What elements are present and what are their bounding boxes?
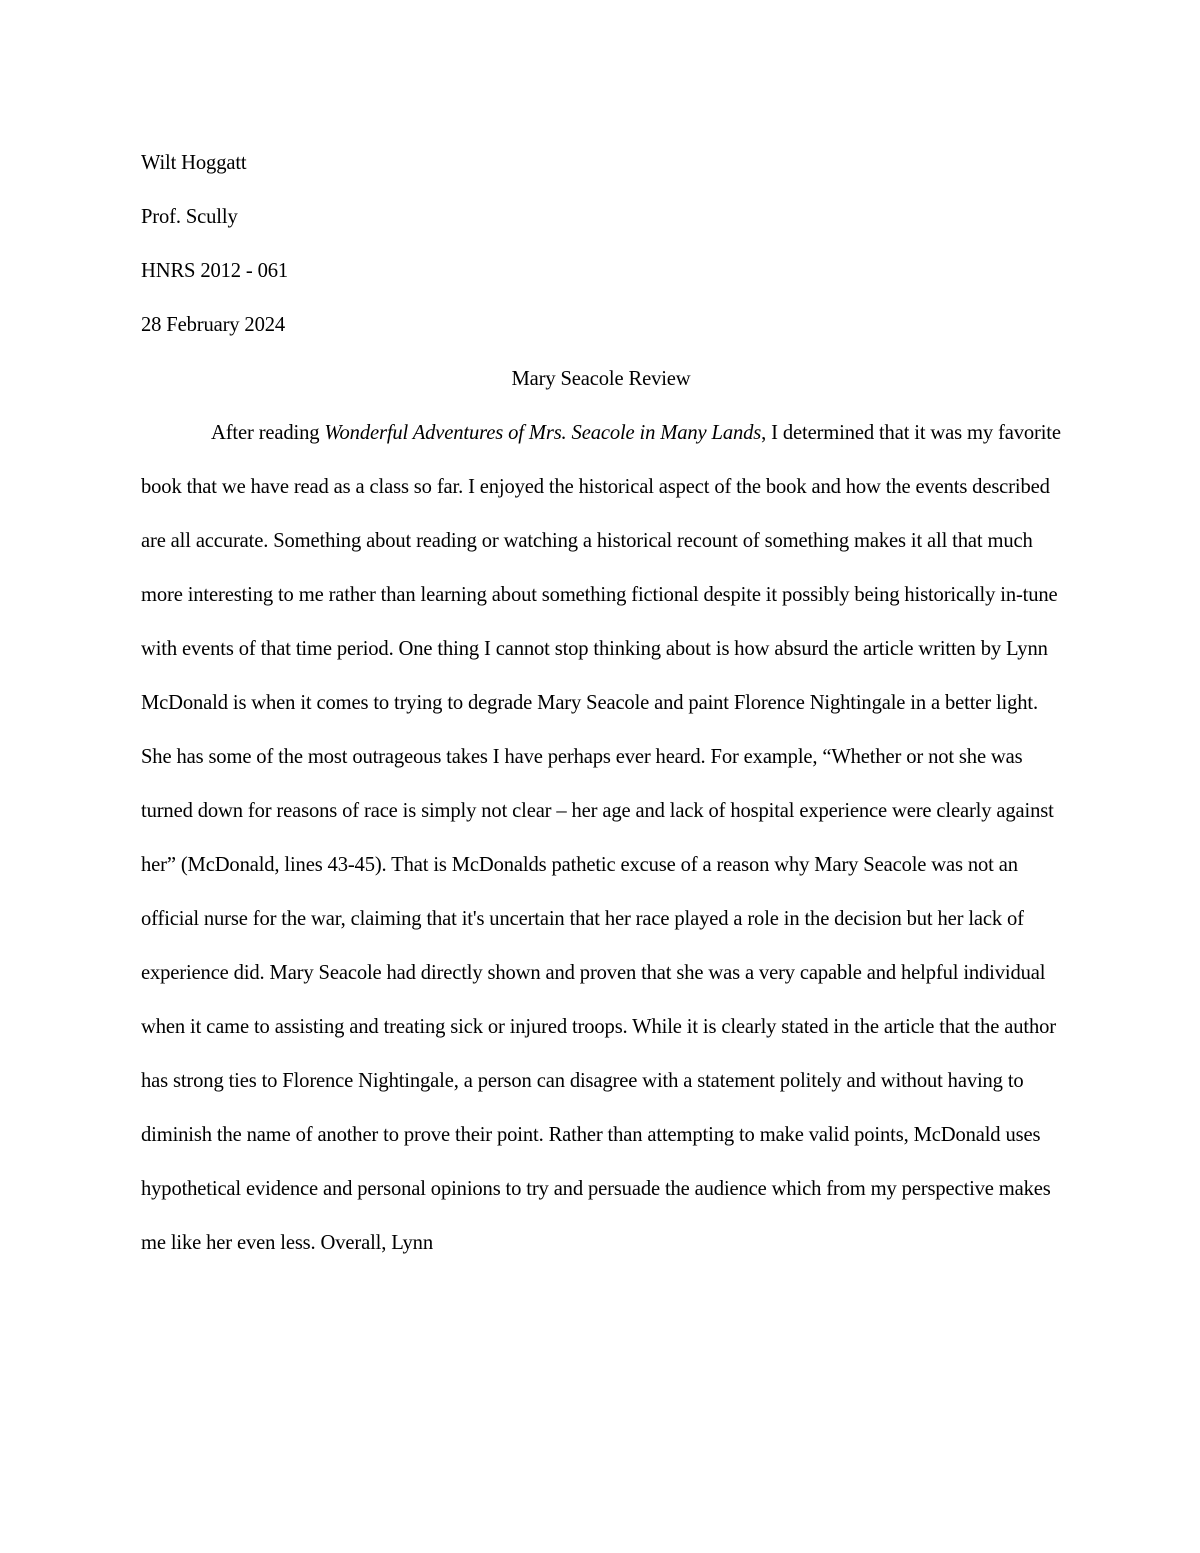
instructor-name: Prof. Scully <box>141 206 238 228</box>
course-code: HNRS 2012 - 061 <box>141 260 289 282</box>
paragraph-intro: After reading <box>211 422 325 444</box>
body-paragraph <box>141 406 1061 1270</box>
book-title: Wonderful Adventures of Mrs. Seacole in Many Lands <box>324 422 762 444</box>
document-title: Mary Seacole Review <box>511 368 691 390</box>
document-text <box>141 136 1061 1270</box>
author-name: Wilt Hoggatt <box>141 152 247 174</box>
paragraph-text: , I determined that it was my favorite book that we have read as a class so far. I enjoyed the historical aspect of the book and how the events described are all accurate. Something about reading or watching a historical recount of something makes it all that much more interesting to me rather than learning about something fictional despite it possibly being historically in-tune with events of that time period. One thing I cannot stop thinking about is how absurd the article written by Lynn McDonald is when it comes to trying to degrade Mary Seacole and paint Florence Nightingale in a better light. She has some of the most outrageous takes I have perhaps ever heard. For example, “Whether or not she was turned down for reasons of race is simply not clear – her age and lack of hospital experience were clearly against her” (McDonald, lines 43-45). That is McDonalds pathetic excuse of a reason why Mary Seacole was not an official nurse for the war, claiming that it's uncertain that her race played a role in the decision but her lack of experience did. Mary Seacole had directly shown and proven that she was a very capable and helpful individual when it came to assisting and treating sick or injured troops. While it is clearly stated in the article that the author has strong ties to Florence Nightingale, a person can disagree with a statement politely and without having to diminish the name of another to prove their point. Rather than attempting to make valid points, McDonald uses hypothetical evidence and personal opinions to try and persuade the audience which from my perspective makes me like her even less. Overall, Lynn <box>141 422 1061 1254</box>
document-date: 28 February 2024 <box>141 314 286 336</box>
